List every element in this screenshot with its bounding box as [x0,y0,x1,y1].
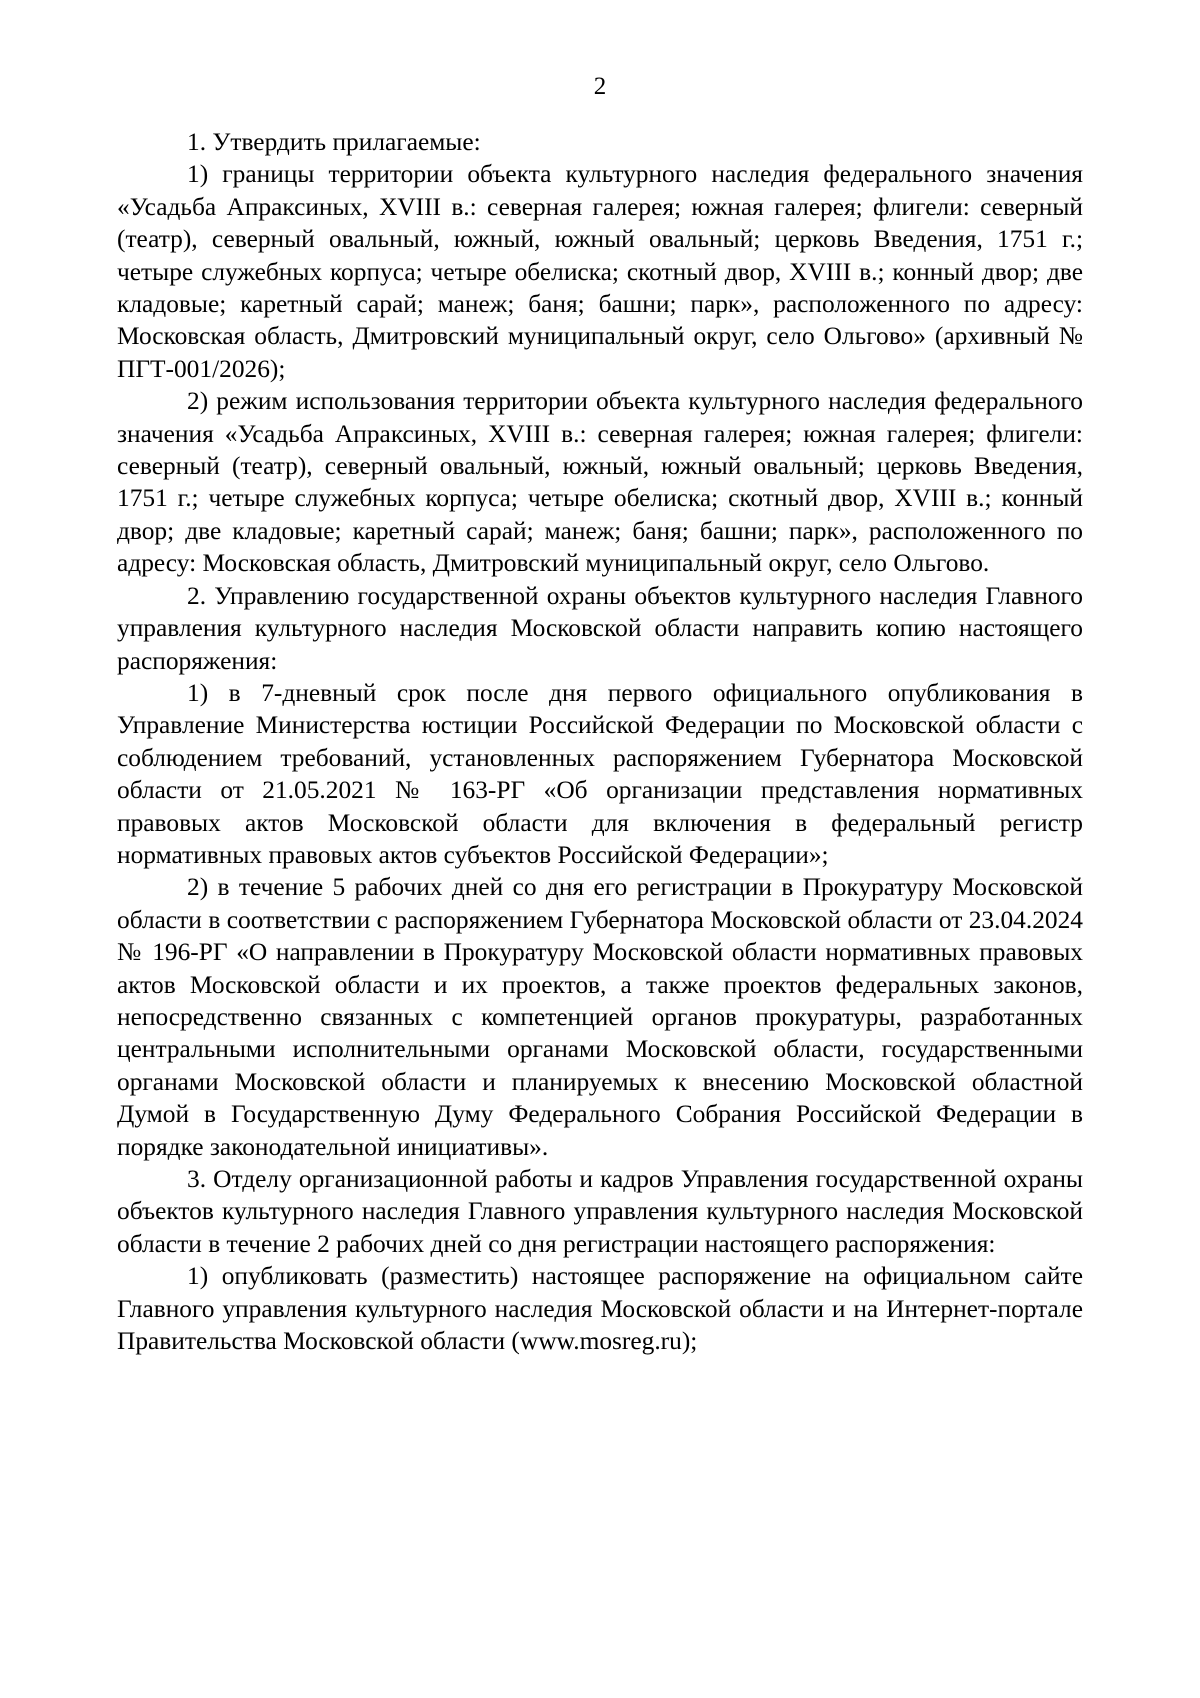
paragraph-ministry-of-justice: 1) в 7-дневный срок после дня первого официального опубликования в Управление Министерства юстиции Российской Федерации по Московской области с соблюдением требований, установленных распоряжением Губернатора Московской области от 21.05.2021 № 163-РГ «Об организации представления нормативных правовых актов Московской области для включения в федеральный регистр нормативных правовых актов субъектов Российской Федерации»; [117,678,1083,869]
paragraph-territory-boundaries: 1) границы территории объекта культурного наследия федерального значения «Усадьба Апраксиных, XVIII в.: северная галерея; южная галерея; флигели: северный (театр), северный овальный, южный, южный овальный; церковь Введения, 1751 г.; четыре служебных корпуса; четыре обелиска; скотный двор, XVIII в.; конный двор; две кладовые; каретный сарай; манеж; баня; башни; парк», расположенного по адресу: Московская область, Дмитровский муниципальный округ, село Ольгово» (архивный № ПГТ-001/2026); [117,160,1083,383]
paragraph-send-copy-instruction: 2. Управлению государственной охраны объектов культурного наследия Главного управления культурного наследия Московской области направить копию настоящего распоряжения: [117,581,1083,675]
paragraph-approve-heading: 1. Утвердить прилагаемые: [187,128,481,156]
paragraph-hr-department-instruction: 3. Отделу организационной работы и кадров Управления государственной охраны объектов культурного наследия Главного управления культурного наследия Московской области в течение 2 рабочих дней со дня регистрации настоящего распоряжения: [117,1165,1083,1258]
paragraph-prosecutor-office: 2) в течение 5 рабочих дней со дня его регистрации в Прокуратуру Московской области в соответствии с распоряжением Губернатора Московской области от 23.04.2024 № 196-РГ «О направлении в Прокуратуру Московской области нормативных правовых актов Московской области и их проектов, а также проектов федеральных законов, непосредственно связанных с компетенцией органов прокуратуры, разработанных центральными исполнительными органами Московской области, государственными органами Московской области и планируемых к внесению Московской областной Думой в Государственную Думу Федерального Собрания Российской Федерации в порядке законодательной инициативы». [117,873,1083,1161]
paragraph-territory-usage-regime: 2) режим использования территории объекта культурного наследия федерального значения «Усадьба Апраксиных, XVIII в.: северная галерея; южная галерея; флигели: северный (театр), северный овальный, южный, южный овальный; церковь Введения, 1751 г.; четыре служебных корпуса; четыре обелиска; скотный двор, XVIII в.; конный двор; две кладовые; каретный сарай; манеж; баня; башни; парк», расположенного по адресу: Московская область, Дмитровский муниципальный округ, село Ольгово. [117,387,1083,578]
paragraph-publish-online: 1) опубликовать (разместить) настоящее распоряжение на официальном сайте Главного управления культурного наследия Московской области и на Интернет-портале Правительства Московской области (www.mosreg.ru); [117,1262,1083,1356]
page-number: 2 [593,73,607,100]
document-body [117,126,1083,1357]
